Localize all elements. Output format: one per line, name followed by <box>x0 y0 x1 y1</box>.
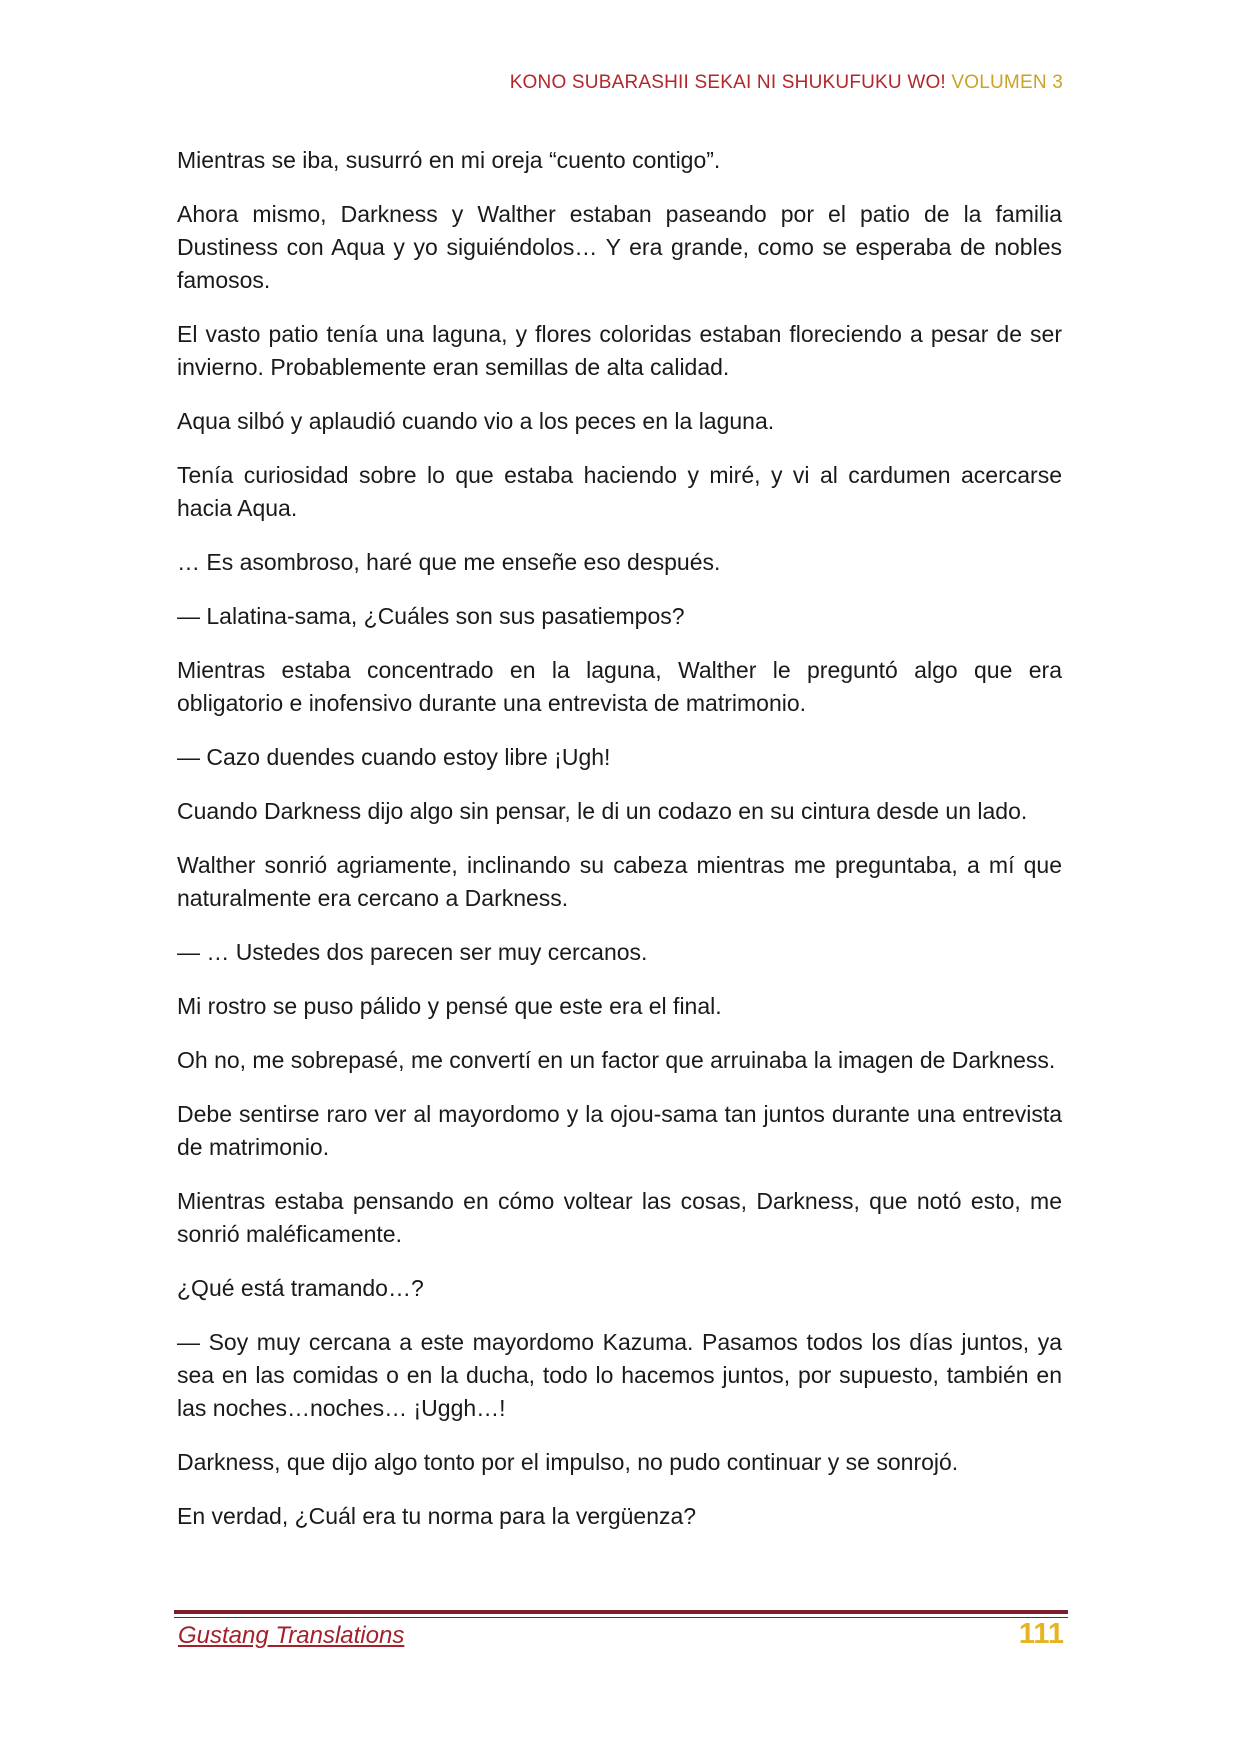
page-body <box>177 144 1062 1554</box>
paragraph: — Soy muy cercana a este mayordomo Kazuma. Pasamos todos los días juntos, ya sea en las comidas o en la ducha, todo lo hacemos juntos, por supuesto, también en las noches…noches… ¡Uggh…! <box>177 1329 1062 1421</box>
paragraph: — Cazo duendes cuando estoy libre ¡Ugh! <box>177 744 611 770</box>
paragraph: Mi rostro se puso pálido y pensé que este era el final. <box>177 993 722 1019</box>
paragraph: Mientras estaba concentrado en la laguna, Walther le preguntó algo que era obligatorio e inofensivo durante una entrevista de matrimonio. <box>177 657 1062 716</box>
paragraph: … Es asombroso, haré que me enseñe eso después. <box>177 549 721 575</box>
page-number: 111 <box>1018 1618 1064 1650</box>
paragraph: Debe sentirse raro ver al mayordomo y la ojou-sama tan juntos durante una entrevista de matrimonio. <box>177 1101 1062 1160</box>
running-header <box>510 72 1063 94</box>
paragraph: — Lalatina-sama, ¿Cuáles son sus pasatiempos? <box>177 603 685 629</box>
paragraph: Mientras se iba, susurró en mi oreja “cuento contigo”. <box>177 147 721 173</box>
paragraph: ¿Qué está tramando…? <box>177 1275 424 1301</box>
paragraph: — … Ustedes dos parecen ser muy cercanos. <box>177 939 648 965</box>
paragraph: Walther sonrió agriamente, inclinando su cabeza mientras me preguntaba, a mí que naturalmente era cercano a Darkness. <box>177 852 1062 911</box>
paragraph: Aqua silbó y aplaudió cuando vio a los peces en la laguna. <box>177 408 775 434</box>
paragraph: Ahora mismo, Darkness y Walther estaban paseando por el patio de la familia Dustiness con Aqua y yo siguiéndolos… Y era grande, como se esperaba de nobles famosos. <box>177 201 1062 293</box>
paragraph: Darkness, que dijo algo tonto por el impulso, no pudo continuar y se sonrojó. <box>177 1449 959 1475</box>
header-title-series: KONO SUBARASHII SEKAI NI SHUKUFUKU WO! <box>509 72 952 93</box>
paragraph: En verdad, ¿Cuál era tu norma para la vergüenza? <box>177 1503 697 1529</box>
paragraph: Tenía curiosidad sobre lo que estaba haciendo y miré, y vi al cardumen acercarse hacia Aqua. <box>177 462 1062 521</box>
paragraph: El vasto patio tenía una laguna, y flores coloridas estaban floreciendo a pesar de ser invierno. Probablemente eran semillas de alta calidad. <box>177 321 1062 380</box>
footer-divider-thin <box>174 1617 1068 1618</box>
footer-divider-thick <box>174 1610 1068 1614</box>
paragraph: Cuando Darkness dijo algo sin pensar, le di un codazo en su cintura desde un lado. <box>177 798 1028 824</box>
paragraph: Oh no, me sobrepasé, me convertí en un factor que arruinaba la imagen de Darkness. <box>177 1047 1056 1073</box>
footer-credit: Gustang Translations <box>178 1622 405 1649</box>
header-title-volume: VOLUMEN 3 <box>951 72 1063 93</box>
paragraph: Mientras estaba pensando en cómo voltear las cosas, Darkness, que notó esto, me sonrió maléficamente. <box>177 1188 1062 1247</box>
